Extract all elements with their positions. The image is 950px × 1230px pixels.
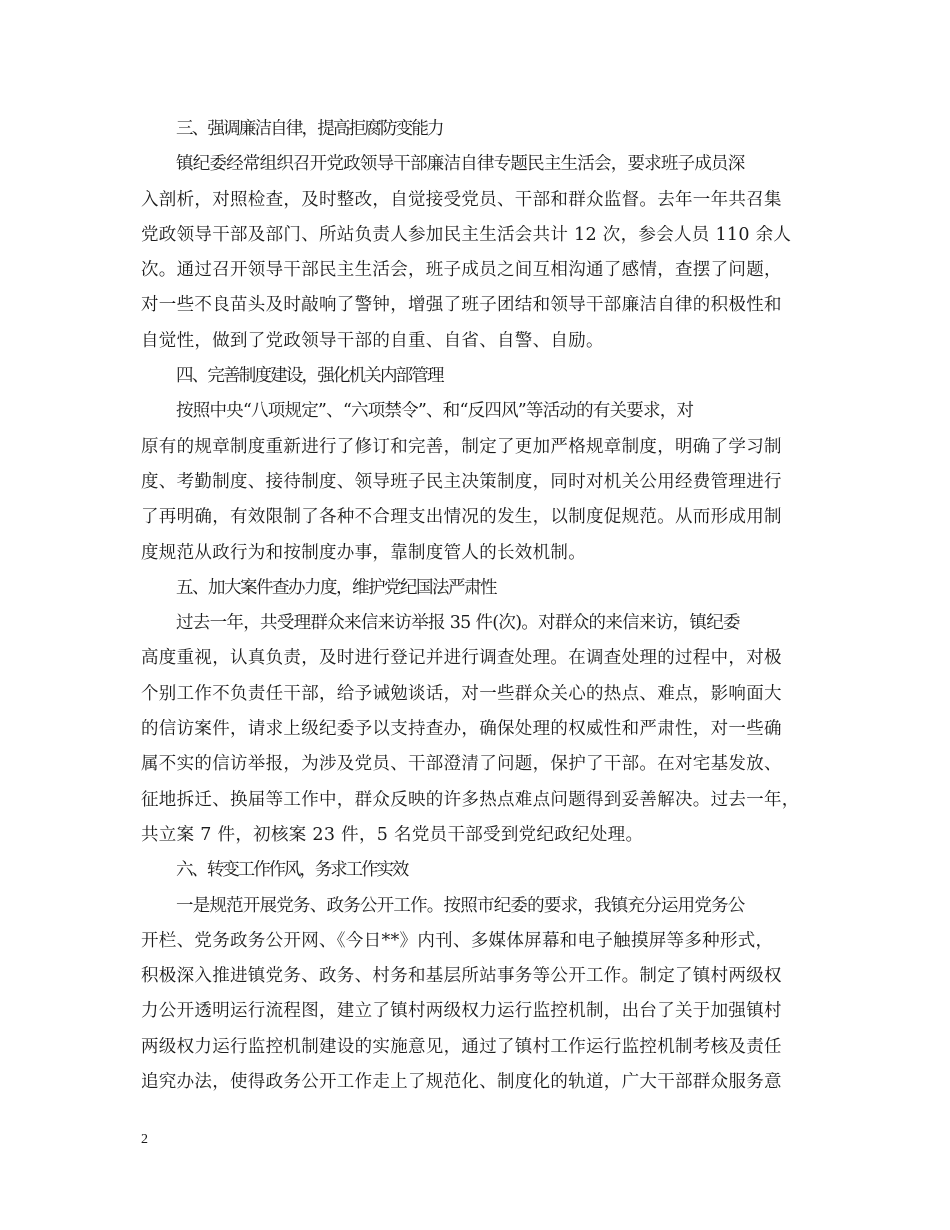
text-line: 按照中央“八项规定”、“六项禁令”、和“反四风”等活动的有关要求，对 <box>176 401 694 422</box>
page-number: 2 <box>141 1132 148 1147</box>
text-line: 四、完善制度建设，强化机关内部管理 <box>176 366 443 387</box>
text-line: 开栏、党务政务公开网、《今日**》内刊、多媒体屏幕和电子触摸屏等多种形式， <box>141 930 774 951</box>
text-line: 高度重视，认真负责，及时进行登记并进行调查处理。在调查处理的过程中，对极 <box>141 648 782 669</box>
section-heading-6 <box>141 853 817 888</box>
text-line: 度、考勤制度、接待制度、领导班子民主决策制度，同时对机关公用经费管理进行 <box>141 471 782 492</box>
text-line: 属不实的信访举报，为涉及党员、干部澄清了问题，保护了干部。在对宅基发放、 <box>141 754 782 775</box>
text-line: 两级权力运行监控机制建设的实施意见，通过了镇村工作运行监控机制考核及责任 <box>141 1036 782 1057</box>
text-line: 共立案 7 件，初核案 23 件，5 名党员干部受到党纪政纪处理。 <box>141 824 644 845</box>
text-line: 度规范从政行为和按制度办事，靠制度管人的长效机制。 <box>141 542 586 563</box>
text-line: 积极深入推进镇党务、政务、村务和基层所站事务等公开工作。制定了镇村两级权 <box>141 966 782 987</box>
section-heading-4 <box>141 359 817 394</box>
text-line: 六、转变工作作风，务求工作实效 <box>176 860 408 881</box>
text-line: 入剖析，对照检查，及时整改，自觉接受党员、干部和群众监督。去年一年共召集 <box>141 189 782 210</box>
text-line: 的信访案件，请求上级纪委予以支持查办，确保处理的权威性和严肃性，对一些确 <box>141 719 782 740</box>
paragraph-system-building <box>141 394 817 570</box>
text-line: 了再明确，有效限制了各种不合理支出情况的发生，以制度促规范。从而形成用制 <box>141 507 782 528</box>
text-line: 镇纪委经常组织召开党政领导干部廉洁自律专题民主生活会，要求班子成员深 <box>176 154 745 175</box>
text-line: 追究办法，使得政务公开工作走上了规范化、制度化的轨道，广大干部群众服务意 <box>141 1072 782 1093</box>
text-line: 党政领导干部及部门、所站负责人参加民主生活会共计 12 次，参会人员 110 余人 <box>141 224 792 245</box>
text-line: 个别工作不负责任干部，给予诫勉谈话，对一些群众关心的热点、难点，影响面大 <box>141 683 782 704</box>
text-line: 原有的规章制度重新进行了修订和完善，制定了更加严格规章制度，明确了学习制 <box>141 436 782 457</box>
text-line: 过去一年，共受理群众来信来访举报 35 件(次)。对群众的来信来访，镇纪委 <box>176 613 740 634</box>
paragraph-work-style <box>141 889 817 1101</box>
text-line: 五、加大案件查办力度，维护党纪国法严肃性 <box>176 577 496 598</box>
paragraph-case-handling <box>141 606 817 853</box>
text-line: 自觉性，做到了党政领导干部的自重、自省、自警、自励。 <box>141 330 604 351</box>
text-line: 对一些不良苗头及时敲响了警钟，增强了班子团结和领导干部廉洁自律的积极性和 <box>141 295 782 316</box>
text-line: 次。通过召开领导干部民主生活会，班子成员之间互相沟通了感情，查摆了问题， <box>141 260 782 281</box>
text-line: 一是规范开展党务、政务公开工作。按照市纪委的要求，我镇充分运用党务公 <box>176 895 745 916</box>
text-line: 力公开透明运行流程图，建立了镇村两级权力运行监控机制，出台了关于加强镇村 <box>141 1001 782 1022</box>
text-line: 三、强调廉洁自律，提高拒腐防变能力 <box>176 119 443 139</box>
section-heading-5 <box>141 571 817 606</box>
paragraph-integrity <box>141 147 817 359</box>
document-body <box>141 112 817 1100</box>
section-heading-3 <box>141 112 817 147</box>
text-line: 征地拆迁、换届等工作中，群众反映的许多热点难点问题得到妥善解决。过去一年， <box>141 789 800 810</box>
